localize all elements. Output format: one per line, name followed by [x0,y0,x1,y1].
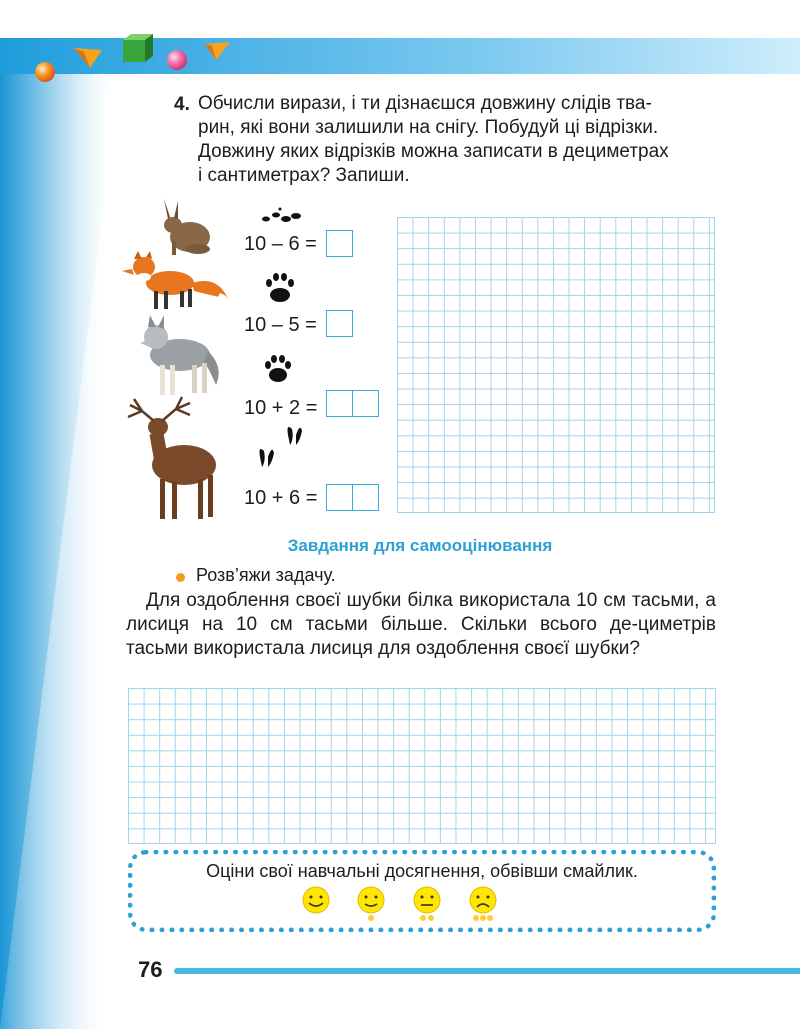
task-text-line: Довжину яких відрізків можна записати в дециметрах [198,141,669,162]
answer-box-tens[interactable] [326,390,353,417]
problem-text: Для оздоблення своєї шубки білка використала 10 см тасьми, а лисиця на 10 см тасьми більше. Скільки всього де-циметрів тасьми використала лисиця для оздоблення своєї шубки? [126,590,716,659]
solution-grid[interactable] [128,688,716,844]
task-text [198,92,718,188]
happy-smiley-icon[interactable] [303,887,329,913]
wolf-icon [140,315,219,395]
task-text-line: і сантиметрах? Запиши. [198,165,410,186]
task-number: 4. [174,94,190,115]
drawing-grid[interactable] [397,217,715,513]
page-footer-line [174,968,800,974]
fox-icon [122,251,228,309]
bullet-text: Розв’яжи задачу. [196,565,336,585]
task-text-line: рин, які вони залишили на снігу. Побудуй ці відрізки. [198,117,659,138]
sad-smiley-icon[interactable] [470,887,496,921]
fox-track-icon [266,273,294,302]
page-number: 76 [138,957,163,982]
smile-smiley-icon[interactable] [358,887,384,921]
hare-track-icon [262,208,301,223]
answer-box-units[interactable] [352,390,379,417]
task-text-line: Обчисли вирази, і ти дізнаєшся довжину слідів тва- [198,93,652,114]
expression-3: 10 + 2 = [244,397,318,419]
wolf-track-icon [265,355,291,382]
answer-box-tens[interactable] [326,484,353,511]
answer-box[interactable] [326,230,353,257]
deer-icon [128,397,216,519]
answer-box-units[interactable] [352,484,379,511]
expression-2: 10 – 5 = [244,314,317,336]
hare-icon [164,199,210,255]
animals-illustration [120,195,235,525]
self-rating-text: Оціни свої навчальні досягнення, обвівши смайлик. [206,861,638,881]
answer-box[interactable] [326,310,353,337]
neutral-smiley-icon[interactable] [414,887,440,921]
expression-1: 10 – 6 = [244,233,317,255]
section-title: Завдання для самооцінювання [287,536,553,555]
smiley-row [296,884,506,924]
deer-track-icon [260,427,303,467]
bullet-icon [176,573,185,582]
expression-4: 10 + 6 = [244,487,318,509]
